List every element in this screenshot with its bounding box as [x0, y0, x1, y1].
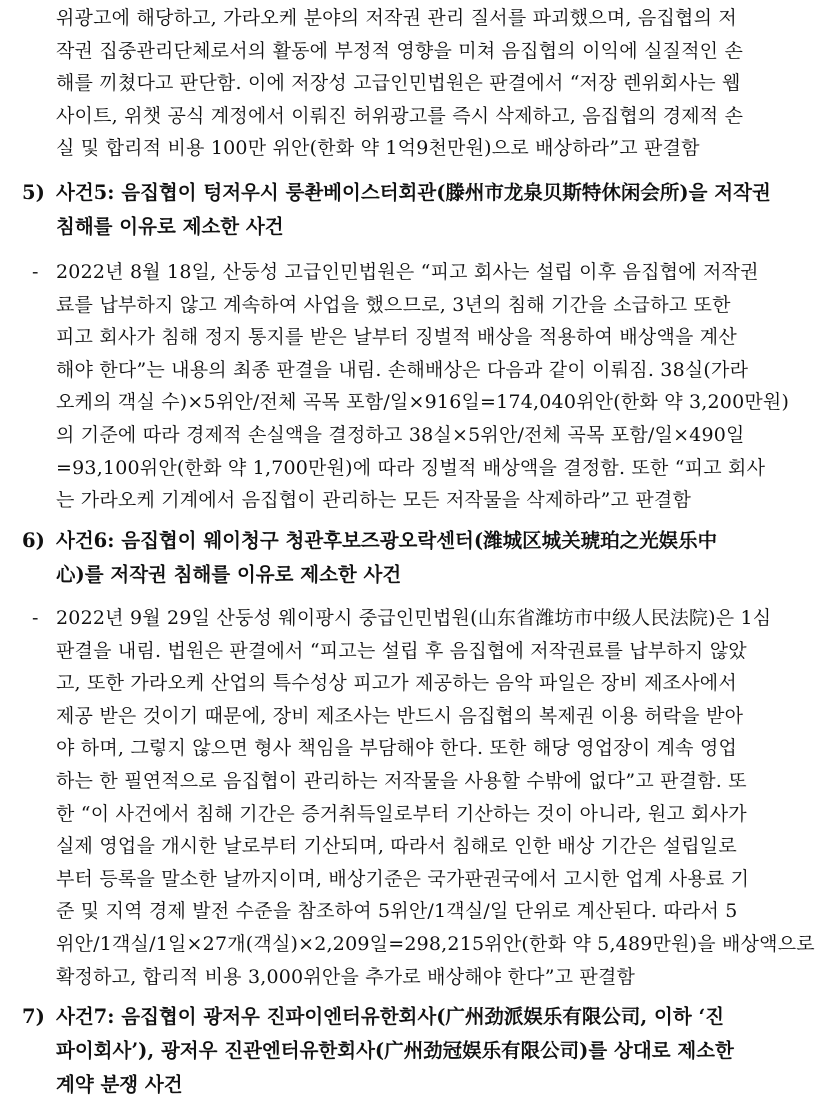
case-6-bullet: - [32, 607, 39, 629]
case-6-number: 6) [22, 529, 45, 552]
intro-paragraph: 위광고에 해당하고, 가라오케 분야의 저작권 관리 질서를 파괴했으며, 음집협의 저 작권 집중관리단체로서의 활동에 부정적 영향을 미쳐 음집협의 이익에 실질적인 손 해를 끼쳤다고 판단함. 이에 저장성 고급인민법원은 판결에서 “저장 렌위회사는 웹 사이트, 위챗 공식 계정에서 이뤄진 허위광고를 즉시 삭제하고, 음집협의 경제적 손 실 및 합리적 비용 100만 위안(한화 약 1억9천만원)으로 배상하라”고 판결함 [56, 7, 744, 160]
case-7-title: 사건7: 음집협이 광저우 진파이엔터유한회사(广州劲派娱乐有限公司, 이하 ‘진 파이회사’), 광저우 진관엔터유한회사(广州劲冠娱乐有限公司)를 상대로 제소한 계약 분쟁 사건 [56, 1005, 734, 1096]
case-6-body: 2022년 9월 29일 산둥성 웨이팡시 중급인민법원(山东省潍坊市中级人民法院)은 1심 판결을 내림. 법원은 판결에서 “피고는 설립 후 음집협에 저작권료를 납부하지 않았 고, 또한 가라오케 산업의 특수성상 피고가 제공하는 음악 파일은 장비 제조사에서 제공 받은 것이기 때문에, 장비 제조사는 반드시 음집협의 복제권 이용 허락을 받아 야 하며, 그렇지 않으면 형사 책임을 부담해야 한다. 또한 해당 영업장이 계속 영업 하는 한 필연적으로 음집협이 관리하는 저작물을 사용할 수밖에 없다”고 판결함. 또 한 “이 사건에서 침해 기간은 증거취득일로부터 기산하는 것이 아니라, 원고 회사가 실제 영업을 개시한 날로부터 기산되며, 따라서 침해로 인한 배상 기간은 설립일로 부터 등록을 말소한 날까지이며, 배상기준은 국가판권국에서 고시한 업계 사용료 기 준 및 지역 경제 발전 수준을 참조하여 5위안/1객실/일 단위로 계산된다. 따라서 5 위안/1객실/1일×27개(객실)×2,209일=298,215위안(한화 약 5,489만원)을 배상액으로 확정하고, 합리적 비용 3,000위안을 추가로 배상해야 한다”고 판결함 [56, 607, 815, 988]
case-5-number: 5) [22, 181, 45, 204]
case-5-bullet: - [32, 261, 39, 283]
case-7-number: 7) [22, 1005, 45, 1028]
case-5-body: 2022년 8월 18일, 산둥성 고급인민법원은 “피고 회사는 설립 이후 음집협에 저작권 료를 납부하지 않고 계속하여 사업을 했으므로, 3년의 침해 기간을 소급하고 또한 피고 회사가 침해 정지 통지를 받은 날부터 징벌적 배상을 적용하여 배상액을 계산 해야 한다”는 내용의 최종 판결을 내림. 손해배상은 다음과 같이 이뤄짐. 38실(가라 오케의 객실 수)×5위안/전체 곡목 포함/일×916일=174,040위안(한화 약 3,200만원) 의 기준에 따라 경제적 손실액을 결정하고 38실×5위안/전체 곡목 포함/일×490일 =93,100위안(한화 약 1,700만원)에 따라 징벌적 배상액을 결정함. 또한 “피고 회사 는 가라오케 기계에서 음집협이 관리하는 모든 저작물을 삭제하라”고 판결함 [56, 261, 790, 512]
case-5-title: 사건5: 음집협이 텅저우시 룽촨베이스터회관(滕州市龙泉贝斯特休闲会所)을 저작권 침해를 이유로 제소한 사건 [56, 181, 771, 238]
case-6-title: 사건6: 음집협이 웨이청구 청관후보즈광오락센터(潍城区城关琥珀之光娱乐中 心)를 저작권 침해를 이유로 제소한 사건 [56, 529, 718, 586]
